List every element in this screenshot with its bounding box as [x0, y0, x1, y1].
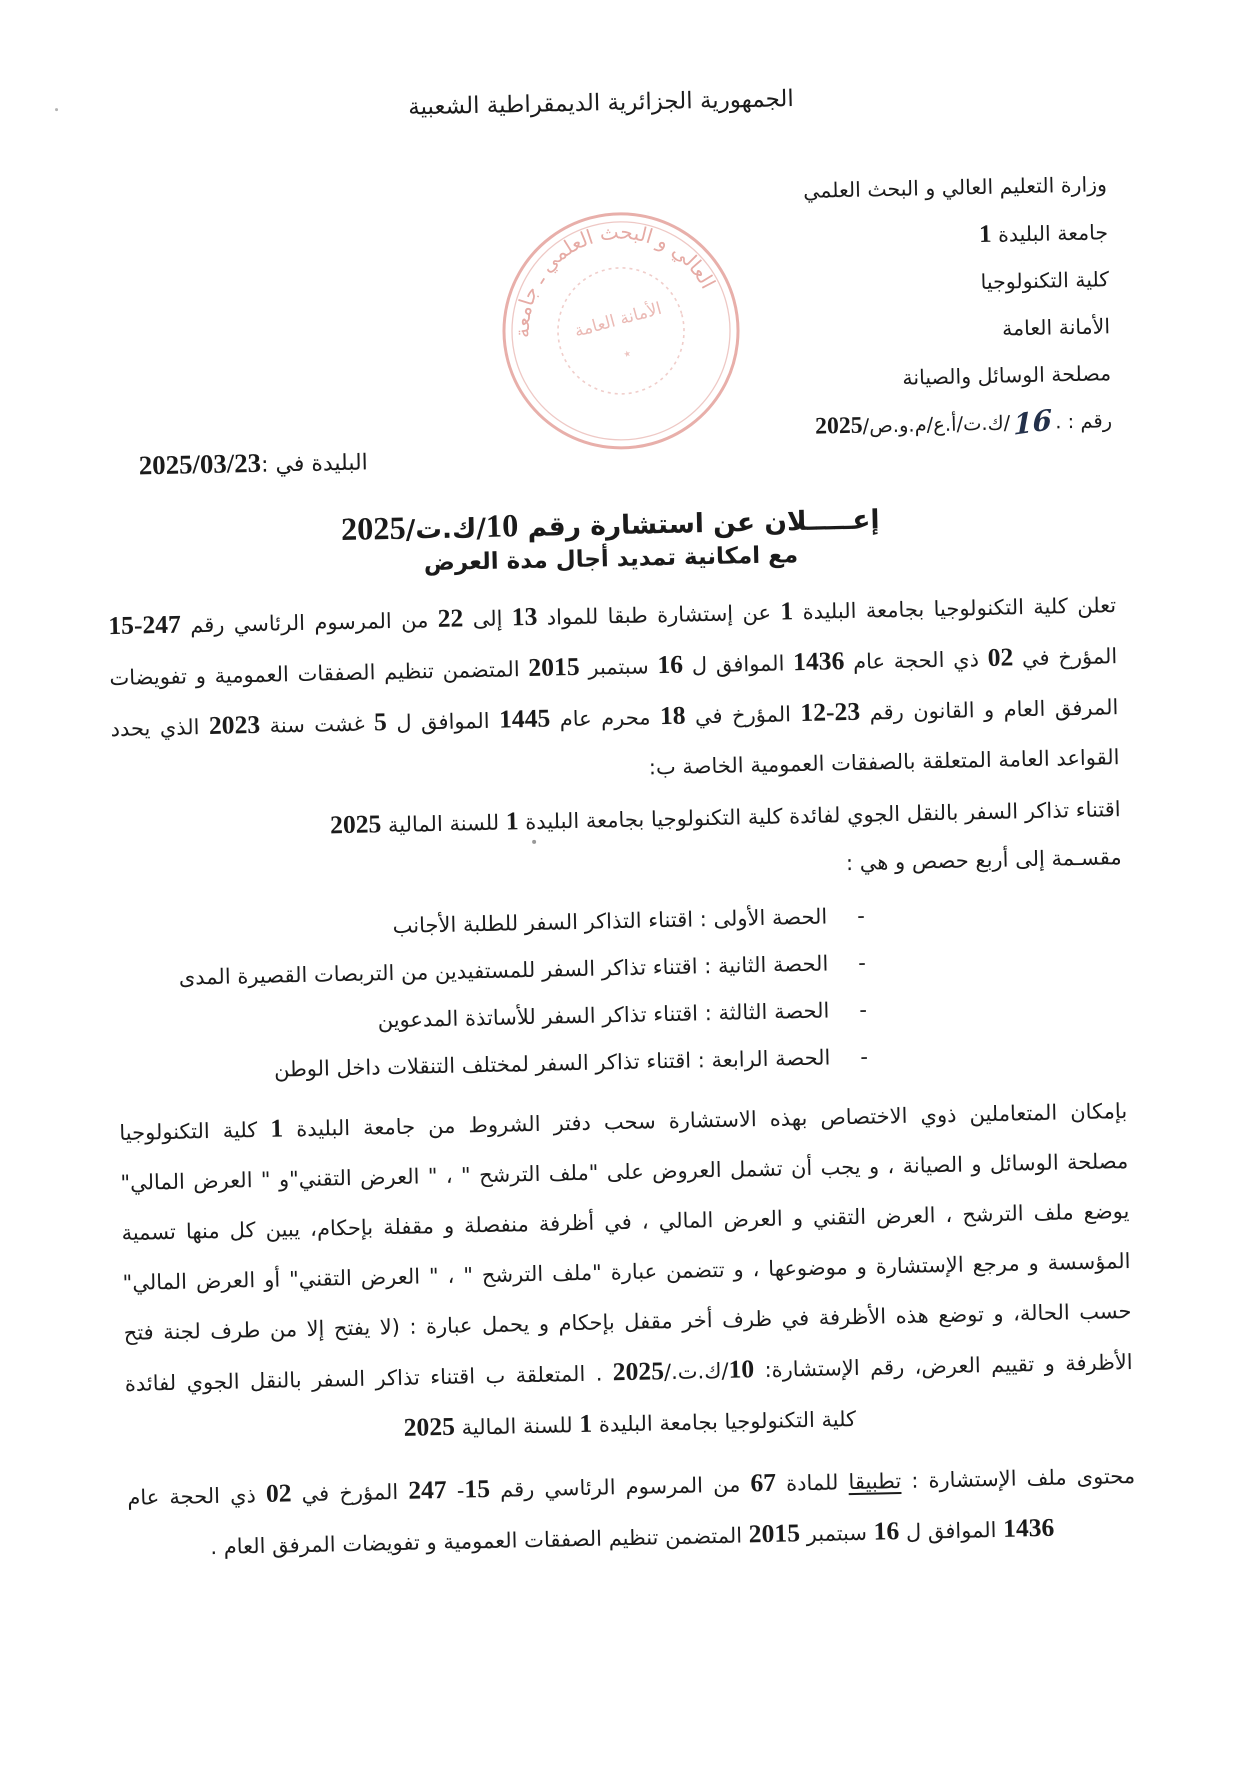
division-line: مقسـمة إلى أربع حصص و هي : — [845, 845, 1122, 876]
lot-3: الحصة الثالثة : اقتناء تذاكر السفر للأساتذة المدعوين — [377, 998, 830, 1033]
body-line: المؤرخ في 02 ذي الحجة عام 1436 الموافق ل 16 سبتمبر 2015 المتضمن تنظيم الصفقات العمومية و تفويضات — [109, 642, 1118, 691]
stamp-outer-ring — [477, 187, 764, 474]
file-content-rest: للمادة 67 من المرسوم الرئاسي رقم 15- 247 المؤرخ في 02 ذي الحجة عام — [127, 1467, 849, 1510]
dash-bullet: - — [859, 997, 868, 1022]
scan-speck — [532, 840, 536, 844]
lot-1: الحصة الأولى : اقتناء التذاكر السفر للطلبة الأجانب — [392, 904, 828, 938]
body-line: المؤسسة و مرجع الإستشارة و موضوعها ، و تتضمن عبارة "ملف الترشح " ، " العرض التقني" أو العرض المالي" — [122, 1248, 1131, 1295]
body-line-centered: 1436 الموافق ل 16 سبتمبر 2015 المتضمن تنظيم الصفقات العمومية و تفويضات المرفق العام . — [210, 1512, 1055, 1560]
underlined-word: تطبيقا — [848, 1469, 902, 1495]
header-faculty: كلية التكنولوجيا — [980, 267, 1110, 295]
stamp-outer-ring-2 — [487, 197, 755, 465]
stamp-arc-text: العالي و البحث العلمي ـ جامعة — [509, 219, 721, 339]
header-block — [803, 161, 1113, 451]
announcement-subtitle: مع امكانية تمديد أجال مدة العرض — [423, 542, 799, 577]
scan-speck — [55, 108, 58, 111]
lot-2: الحصة الثانية : اقتناء تذاكر السفر للمستفيدين من التربصات القصيرة المدى — [178, 951, 829, 990]
header-university: جامعة البليدة 1 — [978, 220, 1109, 249]
dash-bullet: - — [856, 903, 866, 928]
lots-list — [114, 893, 868, 1097]
dash-bullet: - — [860, 1044, 869, 1069]
body-line: يوضع ملف الترشح ، العرض التقني و العرض المالي ، في أظرفة منفصلة و مقفلة بإحكام، يبين كل منها تسمية — [121, 1198, 1130, 1245]
ref-prefix: رقم : . — [1054, 409, 1113, 434]
ref-suffix: /ك.ت/أ.ع/م.و.ص/2025 — [814, 411, 1011, 440]
file-content-label: محتوى ملف الإستشارة : — [900, 1463, 1136, 1494]
ref-number-handwritten: 16 — [1013, 402, 1053, 442]
lot-4: الحصة الرابعة : اقتناء تذاكر السفر لمختلف التنقلات داخل الوطن — [273, 1045, 831, 1082]
announcement-title: إعـــــلان عن استشارة رقم 10/ك.ت/2025 — [340, 504, 880, 548]
header-secretariat: الأمانة العامة — [1001, 314, 1111, 341]
body-line: المرفق العام و القانون رقم 23-12 المؤرخ في 18 محرم عام 1445 الموافق ل 5 غشت سنة 2023 الذي يحدد — [110, 695, 1119, 742]
header-ministry: وزارة التعليم العالي و البحث العلمي — [803, 172, 1108, 203]
svg-text:العالي و البحث العلمي ـ جامعة — [487, 195, 722, 344]
paragraph-file-content — [127, 1450, 1137, 1574]
body-line: تعلن كلية التكنولوجيا بجامعة البليدة 1 عن إستشارة طبقا للمواد 13 إلى 22 من المرسوم الرئاسي رقم 247-15 — [107, 593, 1117, 641]
body-line: مصلحة الوسائل و الصيانة ، و يجب أن تشمل العروض على "ملف الترشح " ، " العرض التقني"و " العرض المالي" — [120, 1149, 1129, 1195]
subject-line: اقتناء تذاكر السفر بالنقل الجوي لفائدة كلية التكنولوجيا بجامعة البليدة 1 للسنة المالية 2025 — [329, 797, 1121, 840]
body-line: القواعد العامة المتعلقة بالصفقات العمومية الخاصة ب: — [648, 745, 1120, 780]
dash-bullet: - — [858, 950, 867, 975]
stamp-star: ٭ — [621, 345, 634, 363]
header-service: مصلحة الوسائل والصيانة — [902, 361, 1112, 390]
body-line: حسب الحالة، و توضع هذه الأظرفة في ظرف أخر مقفل بإحكام و يحمل عبارة : (لا يفتح إلا من طرف لجنة فتح — [123, 1298, 1132, 1345]
body-line-centered: كلية التكنولوجيا بجامعة البليدة 1 للسنة المالية 2025 — [403, 1407, 857, 1442]
paragraph-intro — [108, 579, 1120, 804]
reference-line — [808, 397, 1113, 451]
stamp-center-text: الأمانة العامة — [572, 298, 664, 342]
stamp-inner-ring — [544, 254, 699, 409]
republic-title: الجمهورية الجزائرية الديمقراطية الشعبية — [407, 86, 795, 121]
official-round-stamp — [464, 174, 778, 488]
date-line: البليدة في :2025/03/23 — [138, 447, 369, 481]
body-line: الأظرفة و تقييم العرض، رقم الإستشارة: 10/ك.ت./2025 . المتعلقة ب اقتناء تذاكر السفر بالنقل الجوي لفائدة — [124, 1349, 1133, 1396]
body-line: بإمكان المتعاملين ذوي الاختصاص بهذه الاستشارة سحب دفتر الشروط من جامعة البليدة 1 كلية التكنولوجيا — [119, 1099, 1128, 1145]
paragraph-conditions — [119, 1085, 1134, 1460]
